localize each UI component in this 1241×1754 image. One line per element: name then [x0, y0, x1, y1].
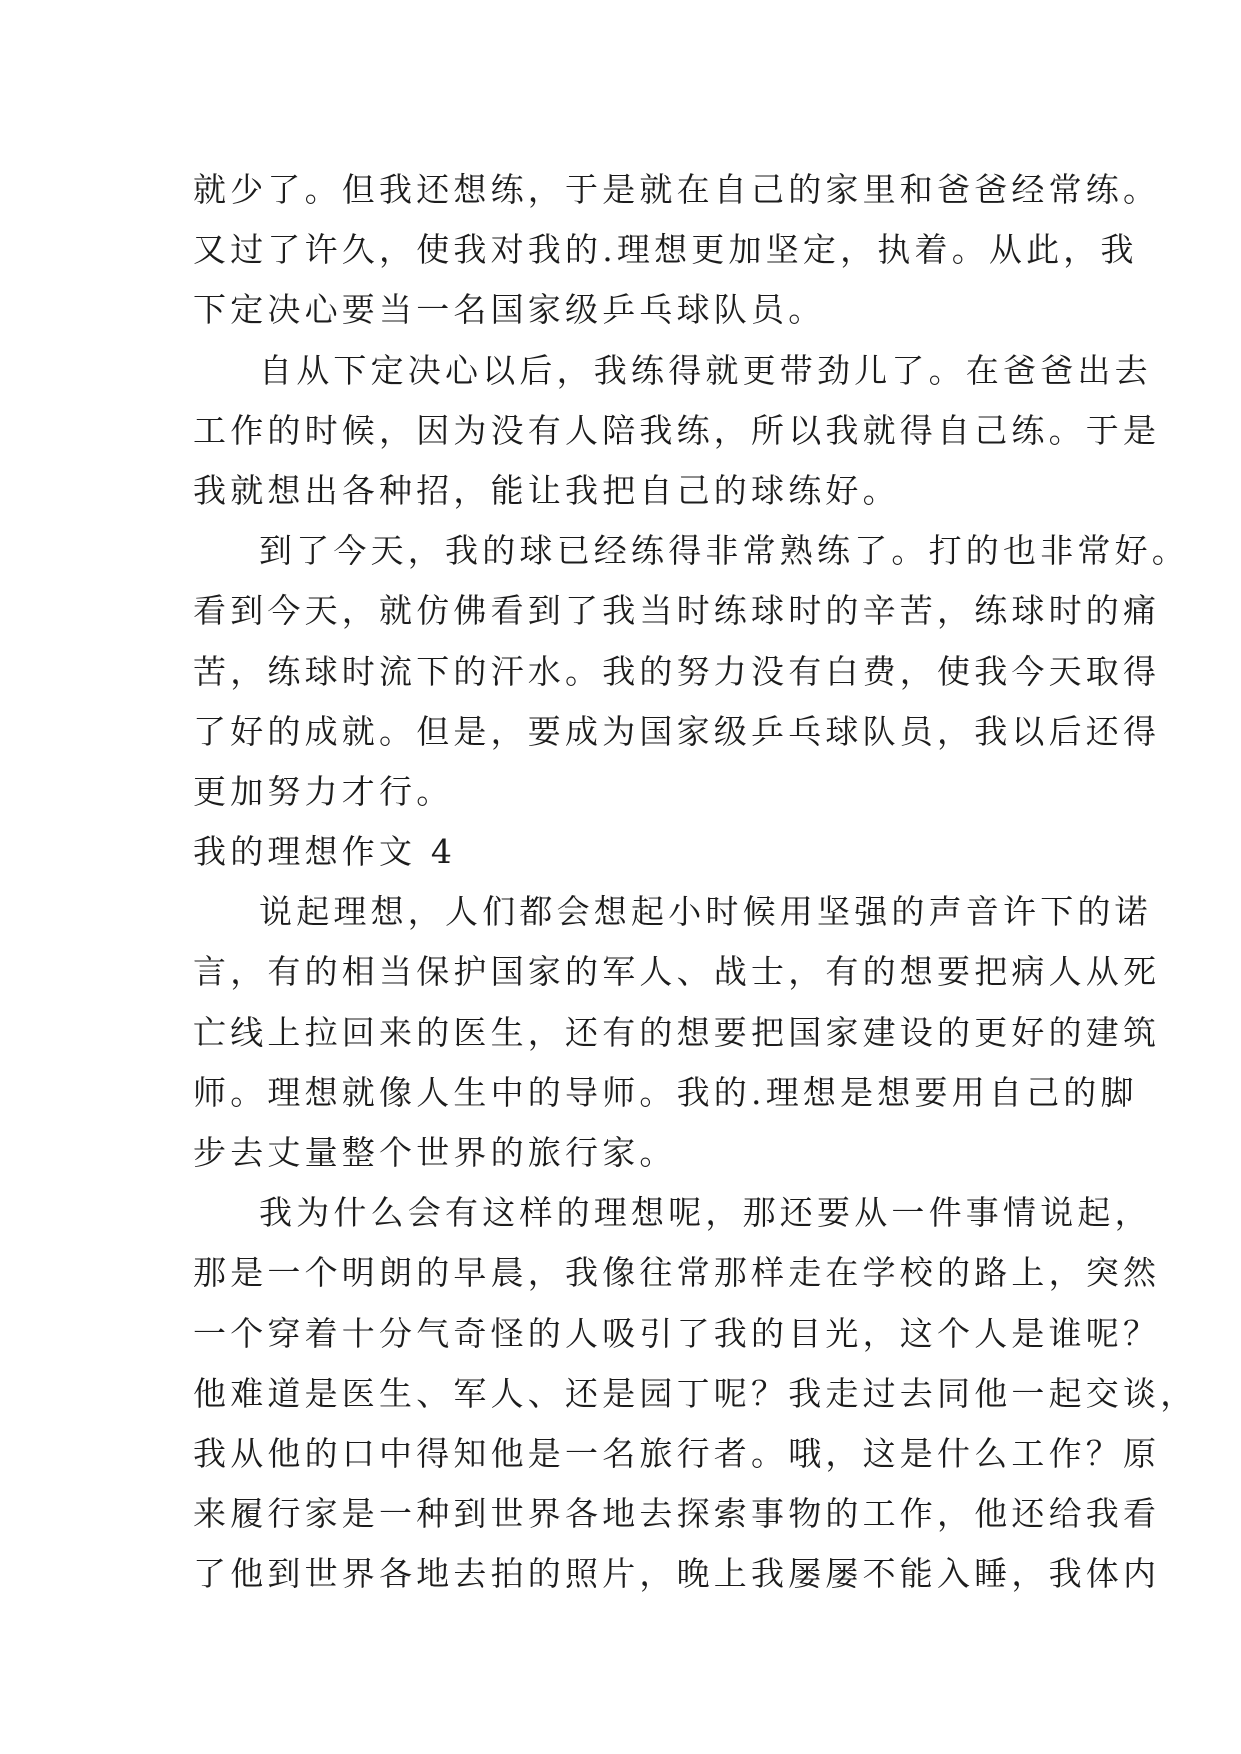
text-line-21: 他难道是医生、军人、还是园丁呢？我走过去同他一起交谈，: [193, 1373, 1198, 1413]
text-line-20: 一个穿着十分气奇怪的人吸引了我的目光，这个人是谁呢？: [193, 1313, 1161, 1353]
text-line-6: 我就想出各种招，能让我把自己的球练好。: [193, 470, 900, 510]
text-line-24: 了他到世界各地去拍的照片，晚上我屡屡不能入睡，我体内: [193, 1554, 1161, 1594]
text-line-3: 下定决心要当一名国家级乒乓球队员。: [193, 290, 826, 330]
text-line-19: 那是一个明朗的早晨，我像往常那样走在学校的路上，突然: [193, 1253, 1161, 1293]
text-line-5: 工作的时候，因为没有人陪我练，所以我就得自己练。于是: [193, 410, 1161, 450]
text-line-7: 到了今天，我的球已经练得非常熟练了。打的也非常好。: [259, 531, 1189, 571]
text-line-1: 就少了。但我还想练，于是就在自己的家里和爸爸经常练。: [193, 170, 1161, 209]
text-line-8: 看到今天，就仿佛看到了我当时练球时的辛苦，练球时的痛: [193, 591, 1161, 631]
text-line-9: 苦，练球时流下的汗水。我的努力没有白费，使我今天取得: [193, 651, 1161, 691]
text-line-23: 来履行家是一种到世界各地去探索事物的工作，他还给我看: [193, 1494, 1161, 1534]
text-line-16: 师。理想就像人生中的导师。我的.理想是想要用自己的脚: [193, 1072, 1138, 1112]
text-line-4: 自从下定决心以后，我练得就更带劲儿了。在爸爸出去: [259, 350, 1152, 390]
text-line-18: 我为什么会有这样的理想呢，那还要从一件事情说起，: [259, 1193, 1152, 1233]
text-line-13: 说起理想，人们都会想起小时候用坚强的声音许下的诺: [259, 892, 1152, 932]
text-line-10: 了好的成就。但是，要成为国家级乒乓球队员，我以后还得: [193, 711, 1161, 751]
text-line-14: 言，有的相当保护国家的军人、战士，有的想要把病人从死: [193, 952, 1161, 992]
text-line-15: 亡线上拉回来的医生，还有的想要把国家建设的更好的建筑: [193, 1012, 1161, 1052]
text-line-17: 步去丈量整个世界的旅行家。: [193, 1133, 677, 1172]
text-line-2: 又过了许久，使我对我的.理想更加坚定，执着。从此，我: [193, 230, 1138, 270]
essay-body: [193, 160, 1198, 1605]
text-line-22: 我从他的口中得知他是一名旅行者。哦，这是什么工作？原: [193, 1433, 1161, 1473]
text-line-11: 更加努力才行。: [193, 771, 454, 811]
section-heading: 我的理想作文 4: [193, 832, 457, 872]
